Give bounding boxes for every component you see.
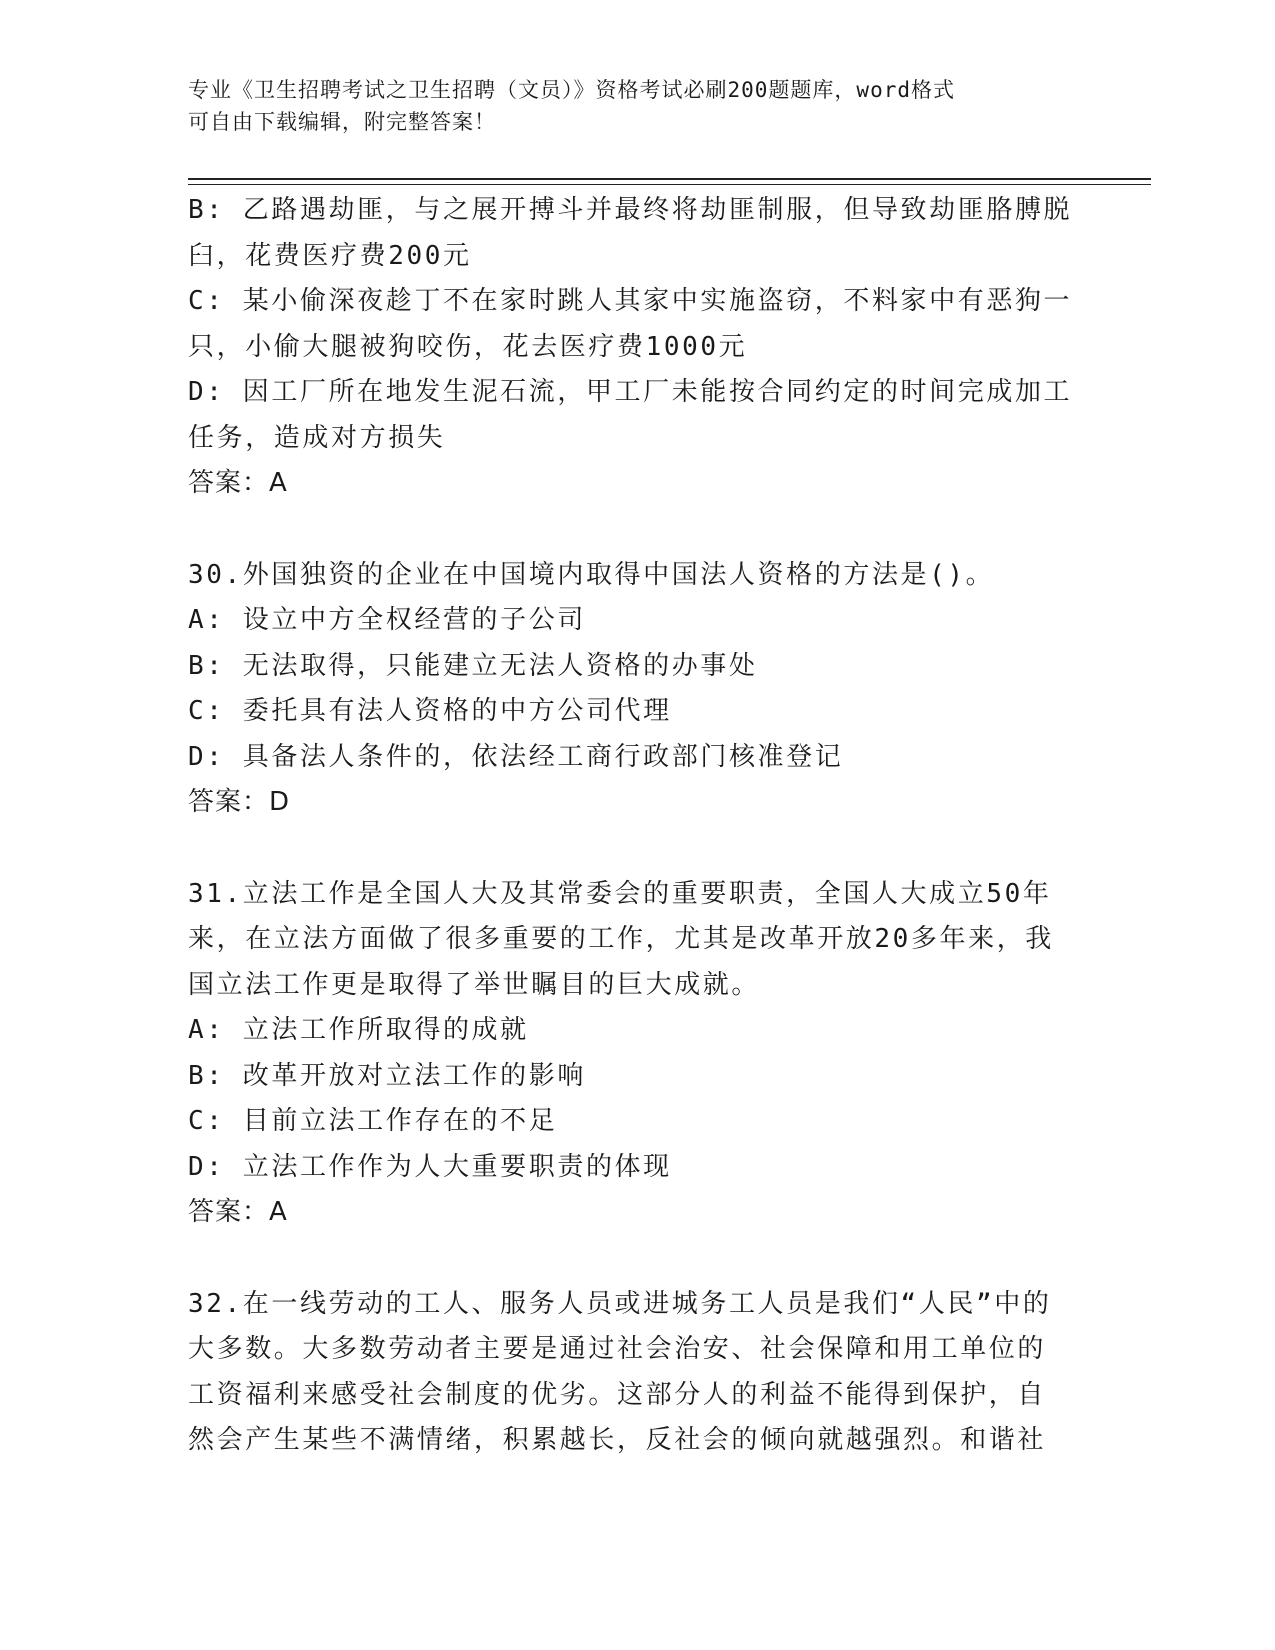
option-b: B: 改革开放对立法工作的影响 — [188, 1060, 586, 1091]
option-d: D: 具备法人条件的，依法经工商行政部门核准登记 — [188, 741, 844, 772]
option-d-line-1: D: 因工厂所在地发生泥石流，甲工厂未能按合同约定的时间完成加工 — [188, 377, 1073, 407]
question-29 — [188, 188, 1073, 507]
question-30-stem: 30.外国独资的企业在中国境内取得中国法人资格的方法是()。 — [188, 559, 995, 590]
question-32-stem-line-4: 然会产生某些不满情绪，积累越长，反社会的倾向就越强烈。和谐社 — [188, 1425, 1047, 1455]
question-31 — [188, 872, 1068, 1236]
option-b-line-2: 臼，花费医疗费200元 — [188, 240, 472, 271]
question-content — [188, 188, 1073, 1464]
header-divider-thin — [188, 184, 1151, 185]
option-c: C: 委托具有法人资格的中方公司代理 — [188, 696, 672, 726]
answer-29: 答案：A — [188, 468, 288, 498]
spacer — [188, 507, 1068, 553]
option-d: D: 立法工作作为人大重要职责的体现 — [188, 1151, 672, 1182]
question-32-stem-line-2: 大多数。大多数劳动者主要是通过社会治安、社会保障和用工单位的 — [188, 1334, 1047, 1364]
option-a: A: 立法工作所取得的成就 — [188, 1015, 529, 1045]
option-d-line-2: 任务，造成对方损失 — [188, 422, 446, 453]
option-c-line-1: C: 某小偷深夜趁丁不在家时跳人其家中实施盗窃，不料家中有恶狗一 — [188, 286, 1073, 316]
option-c-line-2: 只，小偷大腿被狗咬伤，花去医疗费1000元 — [188, 331, 748, 362]
header-title-line-1: 专业《卫生招聘考试之卫生招聘（文员）》资格考试必刷200题题库，word格式 — [188, 78, 955, 102]
option-c: C: 目前立法工作存在的不足 — [188, 1106, 558, 1136]
question-30 — [188, 553, 1068, 826]
spacer — [188, 826, 1068, 872]
header-title-line-2: 可自由下载编辑，附完整答案！ — [188, 110, 496, 134]
question-32-stem-line-1: 32.在一线劳动的工人、服务人员或进城务工人员是我们“人民”中的 — [188, 1288, 1052, 1319]
option-b-line-1: B: 乙路遇劫匪，与之展开搏斗并最终将劫匪制服，但导致劫匪胳膊脱 — [188, 195, 1073, 225]
question-31-stem-line-2: 来，在立法方面做了很多重要的工作，尤其是改革开放20多年来，我 — [188, 924, 1054, 954]
question-31-stem-line-3: 国立法工作更是取得了举世瞩目的巨大成就。 — [188, 969, 761, 1000]
spacer — [188, 1236, 1068, 1282]
question-32 — [188, 1282, 1068, 1464]
question-31-stem-line-1: 31.立法工作是全国人大及其常委会的重要职责，全国人大成立50年 — [188, 878, 1052, 909]
answer-31: 答案：A — [188, 1197, 288, 1227]
answer-30: 答案：D — [188, 787, 291, 817]
option-a: A: 设立中方全权经营的子公司 — [188, 605, 586, 635]
page-header — [188, 74, 1068, 138]
option-b: B: 无法取得，只能建立无法人资格的办事处 — [188, 650, 758, 681]
header-divider-thick — [188, 178, 1151, 180]
question-32-stem-line-3: 工资福利来感受社会制度的优劣。这部分人的利益不能得到保护，自 — [188, 1379, 1047, 1410]
